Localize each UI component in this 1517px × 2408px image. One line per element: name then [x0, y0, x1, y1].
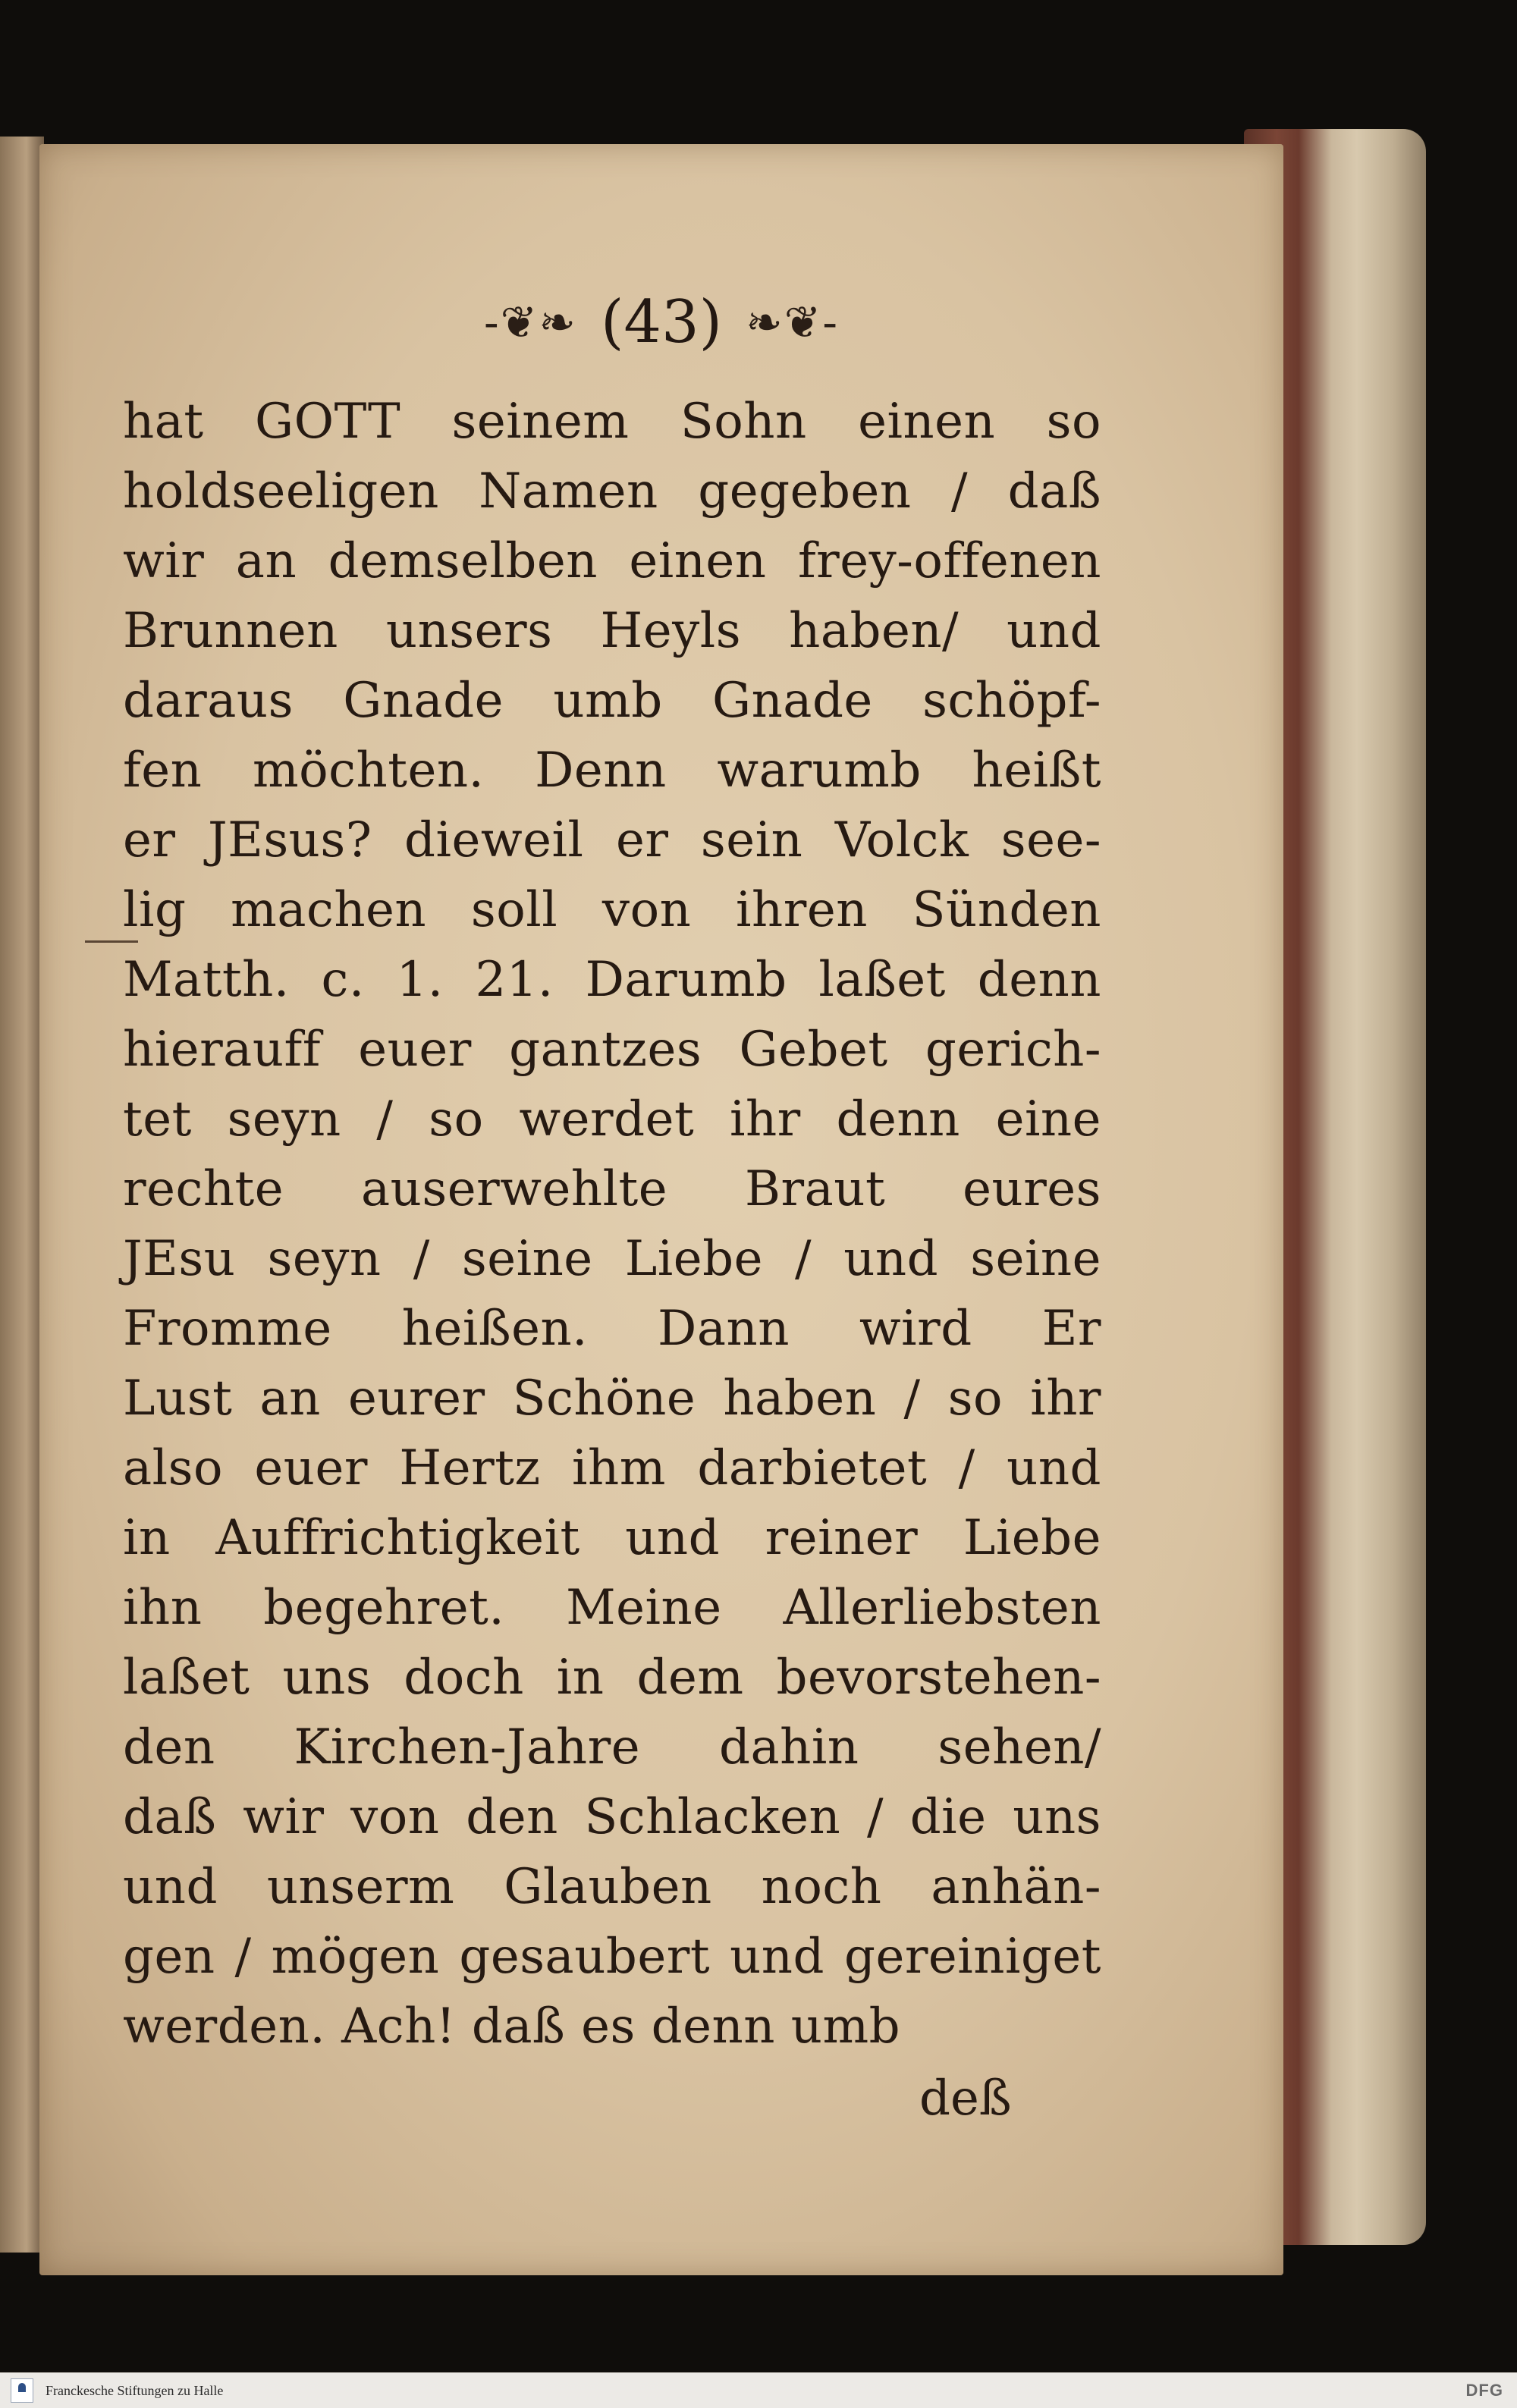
text-line: hierauff euer gantzes Gebet gerich-: [123, 1022, 1101, 1078]
catchword: deß: [919, 2071, 1012, 2127]
text-line: gen / mögen gesaubert und gereiniget: [123, 1929, 1101, 1985]
text-line: rechte auserwehlte Braut eures: [123, 1161, 1101, 1217]
institution-logo-icon: [11, 2378, 33, 2403]
text-line: JEsu seyn / seine Liebe / und seine: [123, 1231, 1101, 1287]
dfg-logo: DFG: [1465, 2381, 1503, 2400]
text-line: und unserm Glauben noch anhän-: [123, 1859, 1101, 1915]
text-line: werden. Ach! daß es denn umb: [123, 1998, 901, 2055]
facing-page-edge: [0, 137, 44, 2253]
text-line: Lust an eurer Schöne haben / so ihr: [123, 1370, 1101, 1427]
text-line: fen möchten. Denn warumb heißt: [123, 742, 1101, 799]
text-line: also euer Hertz ihm darbietet / und: [123, 1440, 1101, 1496]
text-line: Fromme heißen. Dann wird Er: [123, 1301, 1101, 1357]
text-line: laßet uns doch in dem bevorstehen-: [123, 1650, 1101, 1706]
text-line: lig machen soll von ihren Sünden: [123, 882, 1101, 938]
text-line: den Kirchen-Jahre dahin sehen/: [123, 1719, 1101, 1775]
body-text: [123, 387, 1101, 2061]
page-header: [39, 288, 1283, 372]
institution-name: Franckesche Stiftungen zu Halle: [46, 2383, 224, 2398]
book-page: [39, 144, 1283, 2275]
text-line: er JEsus? dieweil er sein Volck see-: [123, 812, 1101, 868]
text-line: tet seyn / so werdet ihr denn eine: [123, 1091, 1101, 1147]
text-line: in Auffrichtigkeit und reiner Liebe: [123, 1510, 1101, 1566]
left-ornament-icon: -❦❧: [484, 297, 577, 348]
text-line: ihn begehret. Meine Allerliebsten: [123, 1580, 1101, 1636]
text-line: daß wir von den Schlacken / die uns: [123, 1789, 1101, 1845]
page-number: (43): [600, 288, 723, 356]
right-ornament-icon: ❧❦-: [746, 297, 839, 348]
text-line: Matth. c. 1. 21. Darumb laßet denn: [123, 952, 1101, 1008]
text-line: hat GOTT seinem Sohn einen so: [123, 394, 1101, 450]
text-line: wir an demselben einen frey-offenen: [123, 533, 1101, 589]
text-line: daraus Gnade umb Gnade schöpf-: [123, 673, 1101, 729]
text-line: Brunnen unsers Heyls haben/ und: [123, 603, 1101, 659]
text-line: holdseeligen Namen gegeben / daß: [123, 463, 1101, 520]
viewer-footer: [0, 2372, 1517, 2408]
